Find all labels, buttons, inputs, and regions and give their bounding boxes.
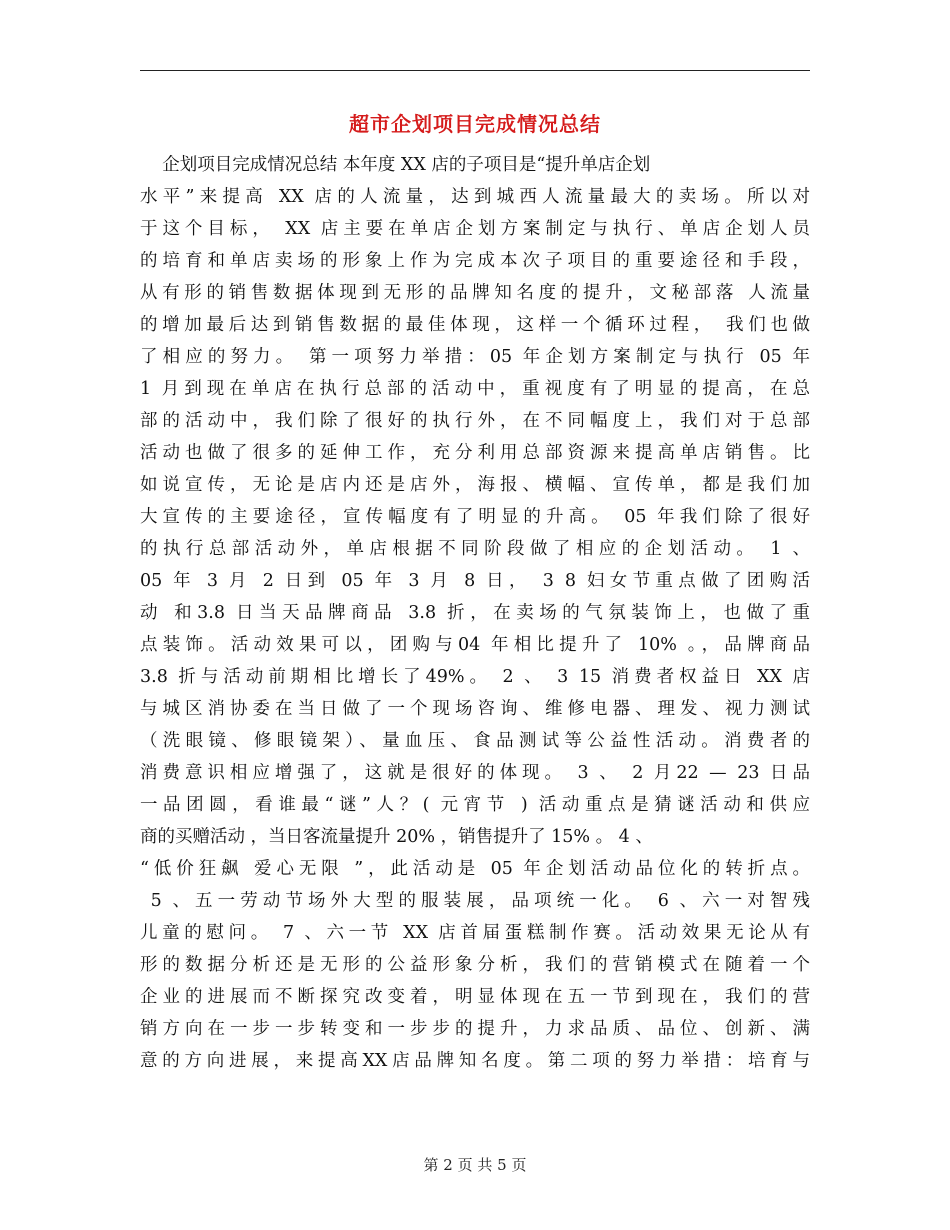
body-line: 05 年 3 月 2 日到 05 年 3 月 8 日， 3 8 妇女节重点做了团购活: [140, 571, 810, 591]
body-line: 于这个目标， XX 店主要在单店企划方案制定与执行、单店企划人员: [140, 219, 810, 239]
header-rule: [140, 70, 810, 71]
body-line: 如说宣传，无论是店内还是店外，海报、横幅、宣传单，都是我们加: [140, 475, 810, 495]
body-line: 与城区消协委在当日做了一个现场咨询、维修电器、理发、视力测试: [140, 699, 810, 719]
page-number-footer: 第 2 页 共 5 页: [423, 1156, 527, 1174]
body-line: 的增加最后达到销售数据的最佳体现，这样一个循环过程， 我们也做: [140, 315, 810, 335]
body-line: 水平”来提高 XX 店的人流量，达到城西人流量最大的卖场。所以对: [140, 187, 810, 207]
body-line: 企业的进展而不断探究改变着，明显体现在五一节到现在，我们的营: [140, 987, 810, 1007]
body-line: 商的买赠活动 ，当日客流量提升 20% ，销售提升了 15% 。 4 、: [140, 827, 653, 847]
body-line: 一品团圆，看谁最“谜”人？( 元宵节 ) 活动重点是猜谜活动和供应: [140, 795, 810, 815]
body-line: 部的活动中，我们除了很好的执行外，在不同幅度上，我们对于总部: [140, 411, 810, 431]
body-line: （洗眼镜、修眼镜架）、量血压、食品测试等公益性活动。消费者的: [140, 731, 810, 751]
body-line: 了相应的努力。 第一项努力举措：05 年企划方案制定与执行 05 年: [140, 347, 810, 367]
body-line: 点装饰。活动效果可以，团购与04 年相比提升了 10% 。，品牌商品: [140, 635, 810, 655]
body-line: 企划项目完成情况总结 本年度 XX 店的子项目是“提升单店企划: [140, 155, 651, 175]
body-line: 销方向在一步一步转变和一步步的提升，力求品质、品位、创新、满: [140, 1019, 810, 1039]
body-line: 的培育和单店卖场的形象上作为完成本次子项目的重要途径和手段，: [140, 251, 810, 271]
body-line: 活动也做了很多的延伸工作，充分利用总部资源来提高单店销售。比: [140, 443, 810, 463]
document-title: 超市企划项目完成情况总结: [349, 112, 601, 136]
body-line: 1 月到现在单店在执行总部的活动中，重视度有了明显的提高，在总: [140, 379, 810, 399]
body-line: 从有形的销售数据体现到无形的品牌知名度的提升，文秘部落 人流量: [140, 283, 810, 303]
body-line: 儿童的慰问。 7 、六一节 XX 店首届蛋糕制作赛。活动效果无论从有: [140, 923, 810, 943]
body-line: 形的数据分析还是无形的公益形象分析，我们的营销模式在随着一个: [140, 955, 810, 975]
body-line: 大宣传的主要途径，宣传幅度有了明显的升高。 05 年我们除了很好: [140, 507, 810, 527]
body-line: 动 和3.8 日当天品牌商品 3.8 折，在卖场的气氛装饰上，也做了重: [140, 603, 810, 623]
document-body: [140, 149, 810, 1077]
body-line: “低价狂飙 爱心无限 ”，此活动是 05 年企划活动品位化的转折点。: [140, 859, 810, 879]
body-line: 意的方向进展，来提高XX店品牌知名度。第二项的努力举措：培育与: [140, 1051, 810, 1071]
body-line: 3.8 折与活动前期相比增长了49%。 2 、 3 15 消费者权益日 XX 店: [140, 667, 810, 687]
body-line: 的执行总部活动外，单店根据不同阶段做了相应的企划活动。 1 、: [140, 539, 810, 559]
body-line: 5 、五一劳动节场外大型的服装展，品项统一化。 6 、六一对智残: [140, 891, 810, 911]
body-line: 消费意识相应增强了，这就是很好的体现。 3 、 2 月22 — 23 日品: [140, 763, 810, 783]
